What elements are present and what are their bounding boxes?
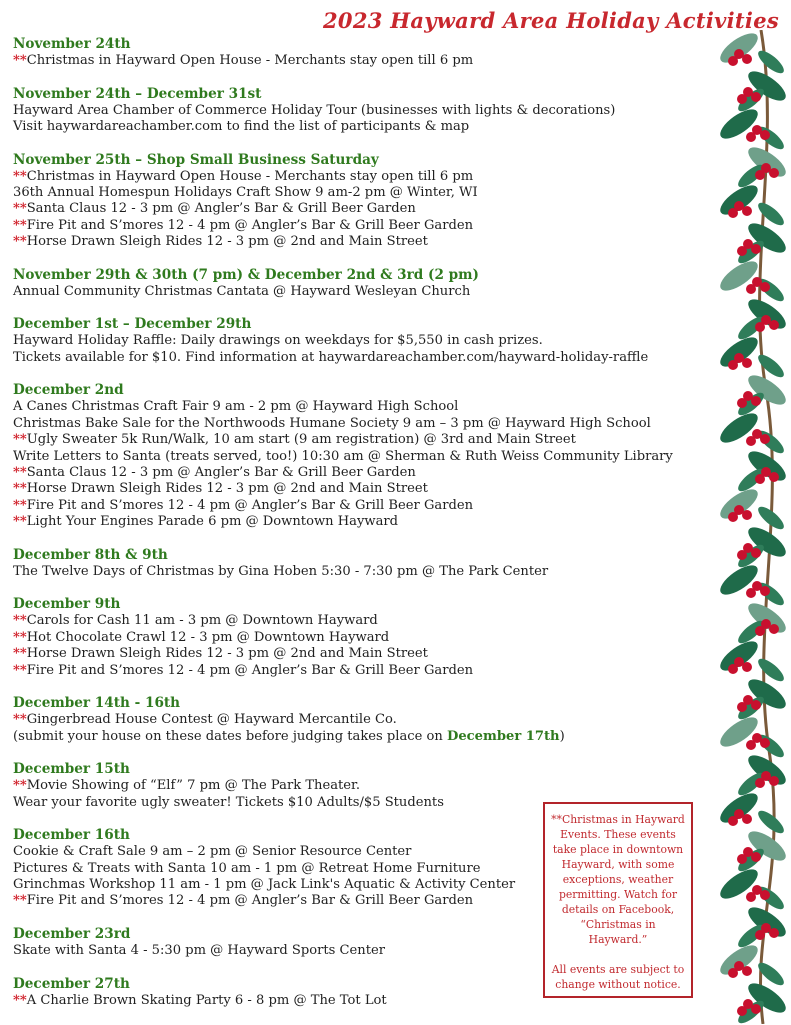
holly-garland-decoration xyxy=(691,30,791,1024)
holly-berry xyxy=(769,472,779,482)
holly-berry xyxy=(755,778,765,788)
holly-berry xyxy=(728,968,738,978)
holly-berry xyxy=(751,244,761,254)
holly-berry xyxy=(728,208,738,218)
hayward-event-marker: ** xyxy=(13,168,27,184)
event-line xyxy=(13,432,703,448)
event-line xyxy=(13,663,703,679)
event-text: Fire Pit and S’mores 12 - 4 pm @ Angler’s Bar & Grill Beer Garden xyxy=(26,662,474,678)
note-line: permitting. Watch for xyxy=(558,888,678,901)
event-date: December 23rd xyxy=(13,926,131,943)
event-text: Cookie & Craft Sale 9 am – 2 pm @ Senior Resource Center xyxy=(13,844,412,860)
event-line xyxy=(13,284,703,300)
holly-berry xyxy=(728,512,738,522)
event-line xyxy=(13,218,703,234)
page-title: 2023 Hayward Area Holiday Activities xyxy=(323,8,779,33)
event-block xyxy=(13,382,703,530)
holly-berry xyxy=(742,662,752,672)
event-text: Skate with Santa 4 - 5:30 pm @ Hayward Sports Center xyxy=(13,943,385,959)
event-block xyxy=(13,86,703,136)
event-text: Hayward Area Chamber of Commerce Holiday Tour (businesses with lights & decorations) xyxy=(13,102,616,118)
holly-berry xyxy=(746,284,756,294)
hayward-event-marker: ** xyxy=(13,646,27,662)
event-text: (submit your house on these dates before judging takes place on xyxy=(13,728,447,744)
holly-berry xyxy=(760,130,770,140)
event-text: Fire Pit and S’mores 12 - 4 pm @ Angler’s Bar & Grill Beer Garden xyxy=(26,497,474,513)
event-date: November 24th – December 31st xyxy=(13,85,262,102)
event-text-tail: ) xyxy=(559,728,565,744)
event-text: A Canes Christmas Craft Fair 9 am - 2 pm @ Hayward High School xyxy=(13,399,459,415)
event-line xyxy=(13,630,703,646)
event-text: Fire Pit and S’mores 12 - 4 pm @ Angler’s Bar & Grill Beer Garden xyxy=(26,217,474,233)
event-line xyxy=(13,498,703,514)
holly-berry xyxy=(746,588,756,598)
holly-berry xyxy=(742,54,752,64)
note-line: exceptions, weather xyxy=(562,873,674,886)
holly-berry xyxy=(742,966,752,976)
event-text: Hot Chocolate Crawl 12 - 3 pm @ Downtown Hayward xyxy=(26,629,390,645)
holly-berry xyxy=(742,510,752,520)
event-text: Gingerbread House Contest @ Hayward Mercantile Co. xyxy=(26,712,397,728)
holly-berry xyxy=(746,132,756,142)
note-line: details on Facebook, xyxy=(561,903,675,916)
holly-berry xyxy=(746,892,756,902)
event-text: A Charlie Brown Skating Party 6 - 8 pm @ The Tot Lot xyxy=(26,992,387,1008)
event-text: Horse Drawn Sleigh Rides 12 - 3 pm @ 2nd and Main Street xyxy=(26,481,428,497)
note-footer-line: change without notice. xyxy=(555,978,681,991)
holly-berry xyxy=(769,776,779,786)
hayward-event-marker: ** xyxy=(13,629,27,645)
event-line xyxy=(13,449,703,465)
holly-berry xyxy=(760,282,770,292)
hayward-event-marker: ** xyxy=(13,201,27,217)
event-text: Visit haywardareachamber.com to find the list of participants & map xyxy=(13,119,470,134)
event-block xyxy=(13,316,703,366)
holly-berry xyxy=(742,358,752,368)
holly-berry xyxy=(742,206,752,216)
event-text: Annual Community Christmas Cantata @ Hayward Wesleyan Church xyxy=(13,283,471,299)
event-line xyxy=(13,333,703,349)
holly-berry xyxy=(737,398,747,408)
event-line xyxy=(13,119,703,135)
event-date: November 29th & 30th (7 pm) & December 2nd & 3rd (2 pm) xyxy=(13,266,479,283)
event-text: Wear your favorite ugly sweater! Tickets $10 Adults/$5 Students xyxy=(13,794,444,810)
event-text: Santa Claus 12 - 3 pm @ Angler’s Bar & Grill Beer Garden xyxy=(26,201,416,217)
holly-berry xyxy=(751,852,761,862)
event-block xyxy=(13,152,703,251)
note-line: take place in downtown xyxy=(552,843,684,856)
event-text: Fire Pit and S’mores 12 - 4 pm @ Angler’s Bar & Grill Beer Garden xyxy=(26,893,474,909)
holly-berry xyxy=(755,626,765,636)
holly-leaf xyxy=(716,30,762,68)
hayward-event-marker: ** xyxy=(13,432,27,448)
note-line: Events. These events xyxy=(560,828,676,841)
note-footer-line: All events are subject to xyxy=(551,963,685,976)
event-text: Write Letters to Santa (treats served, too!) 10:30 am @ Sherman & Ruth Weiss Community Library xyxy=(13,448,673,464)
event-text: Santa Claus 12 - 3 pm @ Angler’s Bar & Grill Beer Garden xyxy=(26,465,416,481)
event-text: Light Your Engines Parade 6 pm @ Downtown Hayward xyxy=(26,514,399,530)
event-line xyxy=(13,778,703,794)
hayward-event-marker: ** xyxy=(13,778,27,794)
event-text: Horse Drawn Sleigh Rides 12 - 3 pm @ 2nd and Main Street xyxy=(26,646,428,662)
hayward-event-marker: ** xyxy=(13,712,27,728)
holly-berry xyxy=(751,700,761,710)
hayward-event-marker: ** xyxy=(13,234,27,250)
holly-berry xyxy=(737,702,747,712)
event-line xyxy=(13,103,703,119)
holly-berry xyxy=(751,92,761,102)
event-text: Carols for Cash 11 am - 3 pm @ Downtown Hayward xyxy=(26,613,378,629)
holly-berry xyxy=(769,168,779,178)
event-date: December 9th xyxy=(13,596,121,613)
event-line xyxy=(13,399,703,415)
event-line xyxy=(13,234,703,250)
event-line xyxy=(13,481,703,497)
holly-berry xyxy=(751,1004,761,1014)
hayward-event-marker: ** xyxy=(13,613,27,629)
event-text: Christmas in Hayward Open House - Merchants stay open till 6 pm xyxy=(26,53,474,68)
event-date: December 8th & 9th xyxy=(13,546,168,563)
hayward-event-marker: ** xyxy=(13,497,27,513)
hayward-event-marker: ** xyxy=(13,53,27,68)
event-line xyxy=(13,350,703,366)
christmas-in-hayward-note xyxy=(543,802,693,998)
event-line xyxy=(13,564,703,580)
event-date: November 25th – Shop Small Business Saturday xyxy=(13,151,379,168)
event-line xyxy=(13,185,703,201)
event-text: The Twelve Days of Christmas by Gina Hoben 5:30 - 7:30 pm @ The Park Center xyxy=(13,563,549,579)
event-block xyxy=(13,36,703,69)
holly-berry xyxy=(769,320,779,330)
event-text: Hayward Holiday Raffle: Daily drawings on weekdays for $5,550 in cash prizes. xyxy=(13,333,543,349)
event-line xyxy=(13,416,703,432)
holly-berry xyxy=(755,170,765,180)
hayward-event-marker: ** xyxy=(13,217,27,233)
hayward-event-marker: ** xyxy=(13,893,27,909)
event-line xyxy=(13,53,703,69)
hayward-event-marker: ** xyxy=(13,481,27,497)
event-line xyxy=(13,729,703,745)
event-text: Christmas in Hayward Open House - Merchants stay open till 6 pm xyxy=(26,168,474,184)
event-block xyxy=(13,547,703,580)
note-line: Hayward, with some xyxy=(561,858,675,871)
holly-berry xyxy=(737,246,747,256)
event-text: Horse Drawn Sleigh Rides 12 - 3 pm @ 2nd and Main Street xyxy=(26,234,428,250)
event-date: December 14th - 16th xyxy=(13,695,181,712)
holly-berry xyxy=(755,474,765,484)
event-date: December 27th xyxy=(13,975,130,992)
holly-berry xyxy=(728,816,738,826)
holly-berry xyxy=(760,586,770,596)
holly-berry xyxy=(760,434,770,444)
holly-berry xyxy=(728,664,738,674)
holly-berry xyxy=(737,94,747,104)
holly-berry xyxy=(755,322,765,332)
holly-berry xyxy=(751,396,761,406)
event-line xyxy=(13,712,703,728)
event-line xyxy=(13,646,703,662)
hayward-event-marker: ** xyxy=(13,465,27,481)
holly-berry xyxy=(737,854,747,864)
holly-berry xyxy=(737,1006,747,1016)
holly-berry xyxy=(760,738,770,748)
holly-berry xyxy=(742,814,752,824)
event-date: December 2nd xyxy=(13,382,124,399)
hayward-event-marker: ** xyxy=(13,662,27,678)
note-spacer xyxy=(551,947,685,962)
event-text: 36th Annual Homespun Holidays Craft Show 9 am-2 pm @ Winter, WI xyxy=(13,185,478,200)
event-block xyxy=(13,267,703,300)
hayward-event-marker: ** xyxy=(13,514,27,530)
event-text: Ugly Sweater 5k Run/Walk, 10 am start (9 am registration) @ 3rd and Main Street xyxy=(26,432,576,448)
hayward-event-marker: ** xyxy=(13,992,27,1008)
note-line: **Christmas in Hayward xyxy=(551,813,685,826)
event-line xyxy=(13,514,703,530)
holly-berry xyxy=(760,890,770,900)
holly-berry xyxy=(755,930,765,940)
holly-berry xyxy=(746,436,756,446)
event-line xyxy=(13,201,703,217)
holly-berry xyxy=(737,550,747,560)
event-line xyxy=(13,613,703,629)
inline-event-date: December 17th xyxy=(447,728,560,744)
event-text: Pictures & Treats with Santa 10 am - 1 pm @ Retreat Home Furniture xyxy=(13,860,481,876)
event-text: Tickets available for $10. Find information at haywardareachamber.com/hayward-holiday-raffle xyxy=(13,349,649,365)
event-date: December 1st – December 29th xyxy=(13,316,252,333)
holly-berry xyxy=(769,928,779,938)
note-line: “Christmas in Hayward.” xyxy=(580,918,656,946)
event-line xyxy=(13,465,703,481)
event-block xyxy=(13,695,703,745)
holly-berry xyxy=(751,548,761,558)
holly-berry xyxy=(746,740,756,750)
holly-berry xyxy=(769,624,779,634)
event-block xyxy=(13,596,703,679)
event-line xyxy=(13,169,703,185)
holly-berry xyxy=(728,56,738,66)
event-text: Christmas Bake Sale for the Northwoods Humane Society 9 am – 3 pm @ Hayward High School xyxy=(13,415,651,431)
event-text: Movie Showing of “Elf” 7 pm @ The Park Theater. xyxy=(26,778,361,794)
event-date: December 16th xyxy=(13,827,130,844)
event-text: Grinchmas Workshop 11 am - 1 pm @ Jack Link's Aquatic & Activity Center xyxy=(13,877,516,893)
event-date: November 24th xyxy=(13,36,131,52)
event-date: December 15th xyxy=(13,761,130,778)
holly-berry xyxy=(728,360,738,370)
